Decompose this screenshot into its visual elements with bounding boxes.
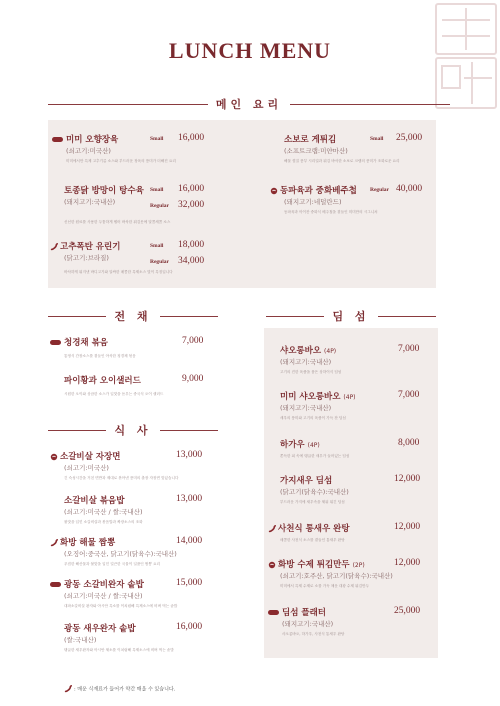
- section-title-dimsum: 딤 섬: [266, 308, 436, 324]
- menu-item: 동파육과 중화베주첩 (돼지고기:네덜란드) 동파육과 아이잔 중화식 베주첩을 곁들인 미미만의 시그니처: [270, 184, 378, 215]
- menu-item: 사천식 통새우 완탕 매콤한 사천식 소스를 곁들인 통새우 완탕: [268, 522, 350, 543]
- dumpling-icon: [268, 561, 276, 569]
- menu-item: 하가우 (4P) 쫀득한 피 속에 탱글한 새우가 들어있는 딤섬: [280, 440, 350, 458]
- section-title-main: 메인 요리: [48, 96, 450, 112]
- signature-badge-icon: [50, 582, 61, 587]
- chili-icon: [64, 685, 72, 693]
- page-title: LUNCH MENU: [168, 38, 332, 63]
- menu-item: 광동 소갈비완자 솥밥 (쇠고기:미국산 / 쌀:국내산) 대파소갈비살 완자와 아시안 특소를 이치럼해 특제소스에 비벼 먹는 솥밥: [50, 578, 177, 609]
- menu-item: 토종닭 방망이 탕수육 (돼지고기:국내산) 신선한 원료를 사용한 두툼하게 썰어 바삭한 튀김옷에 달콤새콤 소스: [64, 186, 171, 224]
- menu-item: 파이황과 오이샐러드 시원한 오이와 상큼한 소스가 입맛을 돋우는 중국식 오이 샐러드: [64, 376, 164, 396]
- signature-badge-icon: [268, 610, 279, 615]
- spicy-footnote: : 매운 식재료가 들어가 약간 매울 수 있습니다.: [64, 685, 175, 693]
- menu-item: 미미 오향장육 (쇠고기:미국산) 미미에서만 특제 고추기름 소스와 부드러운 장육의 풍미가 더해진 요리: [52, 133, 176, 164]
- signature-badge-icon: [50, 340, 61, 345]
- section-title-meal: 식 사: [48, 422, 218, 438]
- menu-page: LUNCH MENU 메인 요리 미미 오향장육 (쇠고기:미국산) 미미에서만 특제 고추기름 소스와 부드러운 장육의 풍미가 더해진 요리 Small 16,000 토종닭 방망이 탕수육 (돼지고기:국내산) 신선한 원료를 사용한 두툼하게 썰어 바삭한 튀김옷에 달콤새콤 소스 Small 16,000 Regular 32,000 고추폭탄 유린기 (닭고기:브라질) 바삭하게 튀겨낸 바디고기와 알싸한 매콤한 특제소스 맛이 특징입니다 Small 18,000 Regular 34,000 소보로 게튀김 (소프트크랩:미얀마산) 해물 껍질 풍부 시리얼과 튀김 바삭한 소보로 크랩의 풍미가 조화로운 요리 Small 25,000 동파육과 중화베주첩 (돼지고기:네덜란드) 동파육과 아이잔 중화식 베주첩을 곁들인 미미만의 시그니처 Regular 40,000 전 채 청경채 볶음 통영식 간장소스를 곁들인 아삭한 청경채 볶음 7,000 파이황과 오이샐러드 시원한 오이와 상큼한 소스가 입맛을 돋우는 중국식 오이 샐러드 9,000 식 사 소갈비살 자장면 (쇠고기:미국산) 긴 숙성시간을 거친 면반과 제대로 볶아낸 풍미의 춘장 자장면 맛있습니다 13,000 소갈비살 볶음밥 (쇠고기:미국산 / 쌀:국내산) 불맛을 입힌 소갈비살과 볶음밥과 짜장소스의 조화 13,000 화방 해물 짬뽕 (오징어:중국산, 닭고기(닭육수):국내산) 푸짐한 해산물과 불맛을 입힌 얼큰한 국물이 일품인 짬뽕 요리 14,000 광동 소갈비완자 솥밥 (쇠고기:미국산 / 쌀:국내산) 대파소갈비살 완자와 아시안 특소를 이치럼해 특제소스에 비벼 먹는 솥밥 15,000 광동 새우완자 솥밥 (쌀:국내산) 탱글한 새우완자와 아시안 채소를 이치럼해 특제소스에 비벼 먹는 솥밥 16,000 딤 섬 샤오롱바오 (4P) (돼지고기:국내산) 고기의 진한 육즙을 품은 상하이식 딤섬 7,000 미미 샤오롱바오 (4P) (돼지고기:국내산) 새우의 풍미와 고기의 육즙이 가득 찬 딤섬 7,000 하가우 (4P) 쫀득한 피 속에 탱글한 새우가 들어있는 딤섬 8,000 가지새우 딤섬 (닭고기(닭육수):국내산) 부드러운 가지에 새우속을 채워 튀긴 딤섬 12,000 사천식 통새우 완탕 매콤한 사천식 소스를 곁들인 통새우 완탕 12,000 화방 수제 튀김만두 (2P) (쇠고기:호주산, 닭고기(닭육수):국내산) 미미에서 특제 수제로 소를 가득 채운 대왕 수제 튀김만두 12,000 딤섬 플래터 (돼지고기:국내산) 샤오롱바오, 하가우, 사천식 통새우 완탕 25,000 : 매운 식재료가 들어가 약간 매울 수 있습니다.: [0, 0, 500, 706]
- signature-badge-icon: [52, 137, 63, 142]
- dumpling-icon: [270, 187, 278, 195]
- divider: [290, 104, 450, 105]
- chili-icon: [268, 525, 276, 533]
- dumpling-icon: [50, 453, 58, 461]
- menu-item: 청경채 볶음 통영식 간장소스를 곁들인 아삭한 청경채 볶음: [50, 336, 136, 359]
- menu-item: 미미 샤오롱바오 (4P) (돼지고기:국내산) 새우의 풍미와 고기의 육즙이 가득 찬 딤섬: [280, 392, 356, 420]
- menu-item: 화방 해물 짬뽕 (오징어:중국산, 닭고기(닭육수):국내산) 푸짐한 해산물과 불맛을 입힌 얼큰한 국물이 일품인 짬뽕 요리: [50, 536, 177, 567]
- menu-item: 샤오롱바오 (4P) (돼지고기:국내산) 고기의 진한 육즙을 품은 상하이식 딤섬: [280, 346, 342, 374]
- menu-item: 가지새우 딤섬 (닭고기(닭육수):국내산) 부드러운 가지에 새우속을 채워 튀긴 딤섬: [280, 476, 349, 504]
- menu-item: 광동 새우완자 솥밥 (쌀:국내산) 탱글한 새우완자와 아시안 채소를 이치럼해 특제소스에 비벼 먹는 솥밥: [64, 624, 174, 652]
- menu-item: 고추폭탄 유린기 (닭고기:브라질) 바삭하게 튀겨낸 바디고기와 알싸한 매콤한 특제소스 맛이 특징입니다: [50, 240, 173, 275]
- menu-item: 소보로 게튀김 (소프트크랩:미얀마산) 해물 껍질 풍부 시리얼과 튀김 바삭한 소보로 크랩의 풍미가 조화로운 요리: [284, 135, 400, 163]
- menu-item: 소갈비살 자장면 (쇠고기:미국산) 긴 숙성시간을 거친 면반과 제대로 볶아낸 풍미의 춘장 자장면 맛있습니다: [50, 450, 178, 481]
- chili-icon: [50, 539, 58, 547]
- menu-item: 화방 수제 튀김만두 (2P) (쇠고기:호주산, 닭고기(닭육수):국내산) 미미에서 특제 수제로 소를 가득 채운 대왕 수제 튀김만두: [268, 558, 393, 589]
- section-title-appetizer: 전 채: [48, 308, 218, 324]
- menu-item: 딤섬 플래터 (돼지고기:국내산) 샤오롱바오, 하가우, 사천식 통새우 완탕: [268, 606, 344, 637]
- divider: [48, 104, 208, 105]
- menu-item: 소갈비살 볶음밥 (쇠고기:미국산 / 쌀:국내산) 불맛을 입힌 소갈비살과 볶음밥과 짜장소스의 조화: [64, 496, 143, 524]
- chili-icon: [50, 243, 58, 251]
